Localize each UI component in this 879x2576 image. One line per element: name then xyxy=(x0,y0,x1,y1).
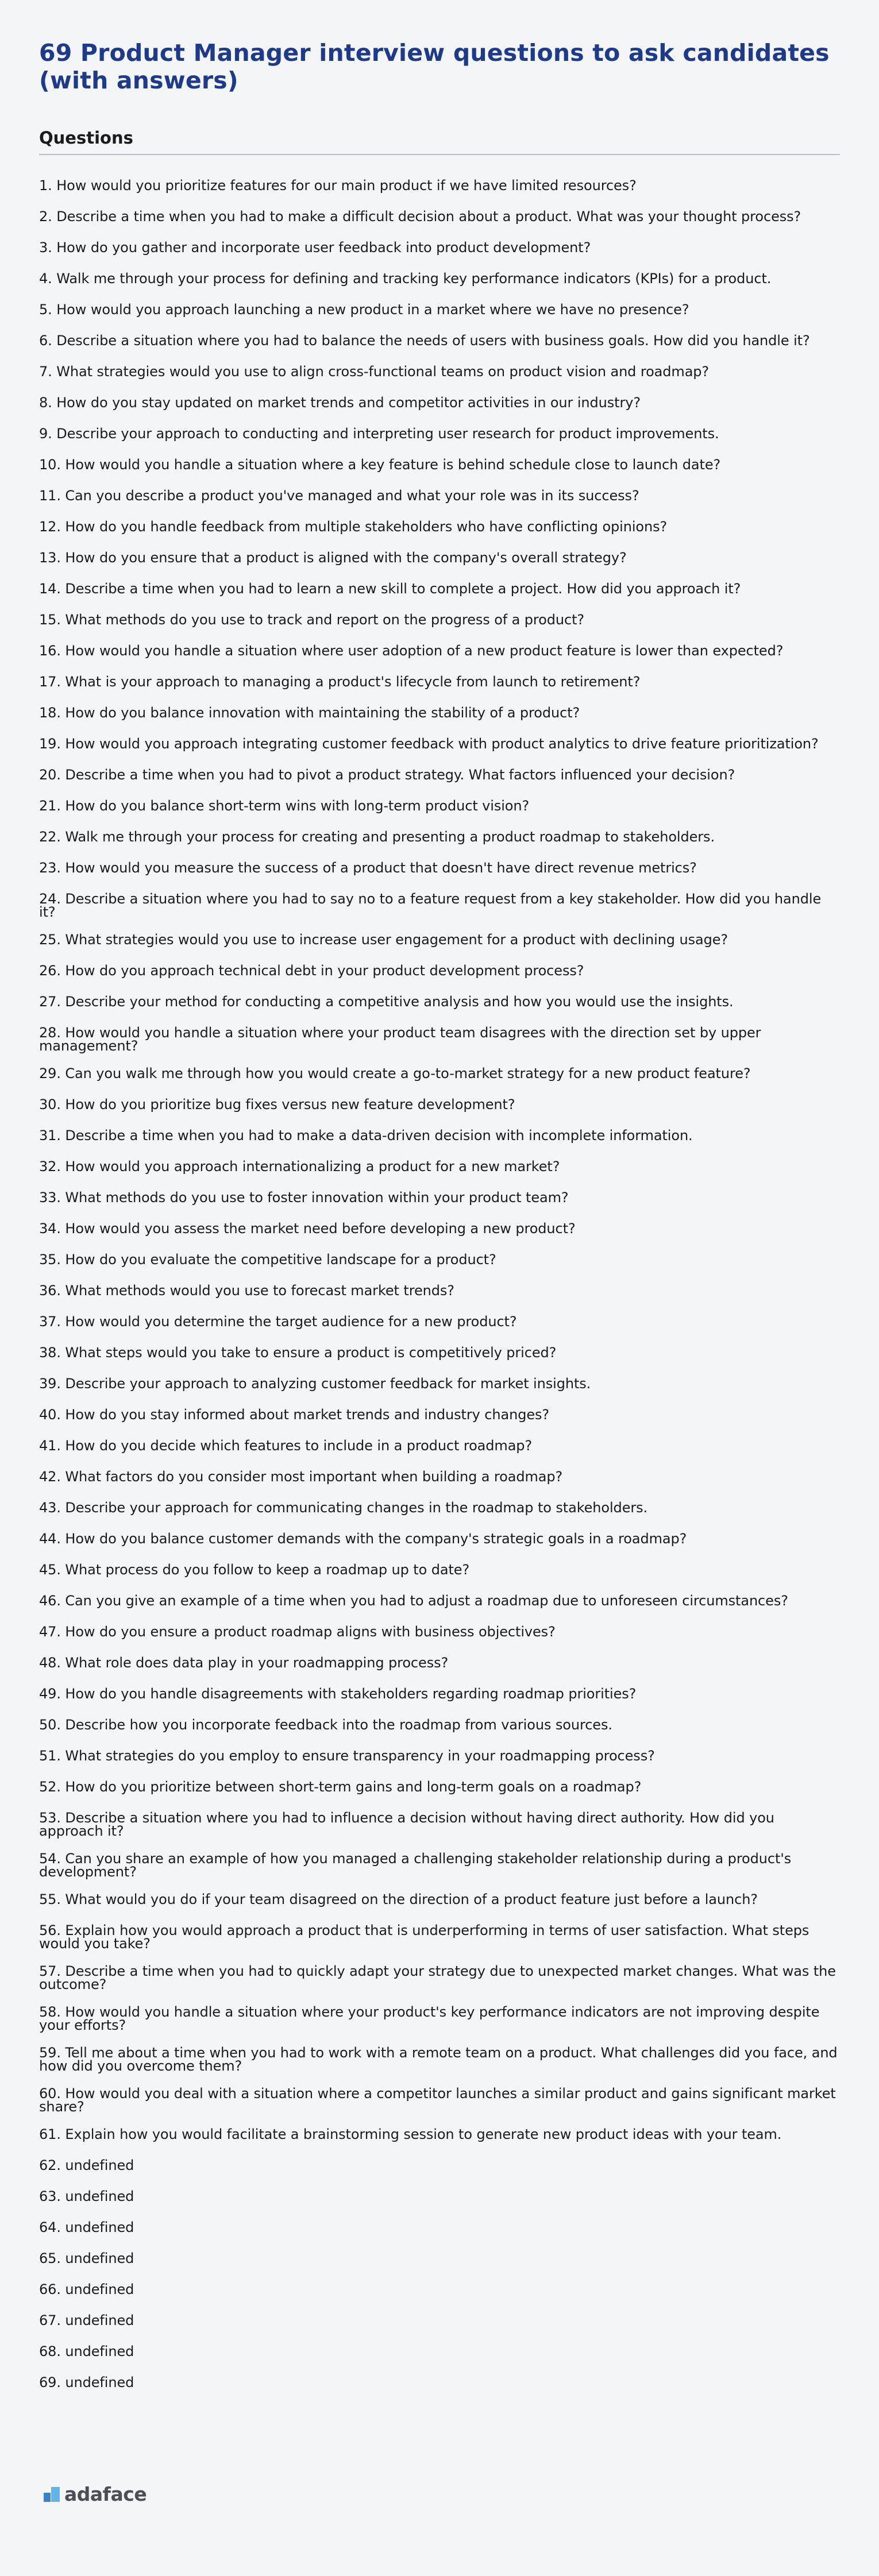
question-item: 34. How would you assess the market need before developing a new product? xyxy=(39,1221,576,1237)
question-item: 45. What process do you follow to keep a roadmap up to date? xyxy=(39,1562,470,1578)
question-item: 68. undefined xyxy=(39,2343,134,2359)
question-item: 39. Describe your approach to analyzing customer feedback for market insights. xyxy=(39,1376,591,1392)
question-item: 54. Can you share an example of how you managed a challenging stakeholder relationship during a product's development? xyxy=(39,1851,792,1880)
question-item: 22. Walk me through your process for creating and presenting a product roadmap to stakeholders. xyxy=(39,829,715,845)
question-item: 15. What methods do you use to track and report on the progress of a product? xyxy=(39,612,585,628)
question-item: 63. undefined xyxy=(39,2188,134,2204)
question-item: 57. Describe a time when you had to quickly adapt your strategy due to unexpected market changes. What was the outcome? xyxy=(39,1963,836,1992)
question-item: 5. How would you approach launching a new product in a market where we have no presence? xyxy=(39,302,689,318)
question-item: 9. Describe your approach to conducting and interpreting user research for product improvements. xyxy=(39,426,719,442)
question-item: 6. Describe a situation where you had to balance the needs of users with business goals. How did you handle it? xyxy=(39,333,810,349)
question-item: 29. Can you walk me through how you would create a go-to-market strategy for a new product feature? xyxy=(39,1065,751,1082)
question-item: 30. How do you prioritize bug fixes versus new feature development? xyxy=(39,1096,515,1113)
question-item: 36. What methods would you use to forecast market trends? xyxy=(39,1283,454,1299)
question-item: 13. How do you ensure that a product is aligned with the company's overall strategy? xyxy=(39,550,627,566)
question-item: 33. What methods do you use to foster innovation within your product team? xyxy=(39,1189,569,1206)
question-item: 38. What steps would you take to ensure a product is competitively priced? xyxy=(39,1345,557,1361)
question-item: 37. How would you determine the target audience for a new product? xyxy=(39,1314,517,1330)
question-item: 32. How would you approach internationalizing a product for a new market? xyxy=(39,1158,560,1175)
question-item: 11. Can you describe a product you've managed and what your role was in its success? xyxy=(39,488,639,504)
question-item: 7. What strategies would you use to align cross-functional teams on product vision and roadmap? xyxy=(39,364,710,380)
question-item: 8. How do you stay updated on market trends and competitor activities in our industry? xyxy=(39,395,641,411)
question-item: 24. Describe a situation where you had to say no to a feature request from a key stakeholder. How did you handle it? xyxy=(39,891,822,920)
question-item: 49. How do you handle disagreements with stakeholders regarding roadmap priorities? xyxy=(39,1686,637,1702)
article xyxy=(39,0,840,2407)
question-item: 62. undefined xyxy=(39,2157,134,2173)
question-item: 43. Describe your approach for communicating changes in the roadmap to stakeholders. xyxy=(39,1500,648,1516)
question-item: 47. How do you ensure a product roadmap aligns with business objectives? xyxy=(39,1624,556,1640)
question-item: 17. What is your approach to managing a product's lifecycle from launch to retirement? xyxy=(39,674,641,690)
question-item: 55. What would you do if your team disagreed on the direction of a product feature just before a launch? xyxy=(39,1891,758,1907)
page-title: 69 Product Manager interview questions to ask candidates (with answers) xyxy=(39,39,830,94)
logo-text: adaface xyxy=(64,2482,147,2505)
adaface-logo-icon xyxy=(44,2486,60,2502)
question-item: 60. How would you deal with a situation where a competitor launches a similar product and gains significant market share? xyxy=(39,2085,836,2115)
question-item: 69. undefined xyxy=(39,2374,134,2390)
question-item: 61. Explain how you would facilitate a brainstorming session to generate new product ideas with your team. xyxy=(39,2126,782,2142)
question-item: 58. How would you handle a situation where your product's key performance indicators are not improving despite your efforts? xyxy=(39,2004,820,2033)
question-item: 40. How do you stay informed about market trends and industry changes? xyxy=(39,1407,550,1423)
footer-logo[interactable] xyxy=(44,2482,146,2505)
question-item: 41. How do you decide which features to include in a product roadmap? xyxy=(39,1438,533,1454)
question-item: 18. How do you balance innovation with maintaining the stability of a product? xyxy=(39,705,580,721)
question-item: 3. How do you gather and incorporate user feedback into product development? xyxy=(39,240,591,256)
question-item: 48. What role does data play in your roadmapping process? xyxy=(39,1655,449,1671)
question-item: 42. What factors do you consider most important when building a roadmap? xyxy=(39,1469,563,1485)
question-item: 46. Can you give an example of a time when you had to adjust a roadmap due to unforeseen circumstances? xyxy=(39,1593,788,1609)
question-item: 67. undefined xyxy=(39,2312,134,2328)
question-item: 31. Describe a time when you had to make a data-driven decision with incomplete information. xyxy=(39,1127,693,1144)
question-item: 26. How do you approach technical debt in your product development process? xyxy=(39,963,584,979)
question-item: 35. How do you evaluate the competitive landscape for a product? xyxy=(39,1252,496,1268)
question-item: 23. How would you measure the success of a product that doesn't have direct revenue metrics? xyxy=(39,860,697,876)
question-item: 1. How would you prioritize features for our main product if we have limited resources? xyxy=(39,177,637,194)
question-item: 56. Explain how you would approach a product that is underperforming in terms of user satisfaction. What steps would you take? xyxy=(39,1922,809,1952)
question-item: 19. How would you approach integrating customer feedback with product analytics to drive feature prioritization? xyxy=(39,736,819,752)
question-item: 2. Describe a time when you had to make a difficult decision about a product. What was your thought process? xyxy=(39,208,801,225)
question-item: 53. Describe a situation where you had to influence a decision without having direct authority. How did you approach it? xyxy=(39,1810,774,1839)
question-item: 50. Describe how you incorporate feedback into the roadmap from various sources. xyxy=(39,1717,612,1733)
question-item: 65. undefined xyxy=(39,2250,134,2266)
question-item: 51. What strategies do you employ to ensure transparency in your roadmapping process? xyxy=(39,1748,655,1764)
question-list xyxy=(39,155,840,2393)
question-item: 4. Walk me through your process for defining and tracking key performance indicators (KPIs) for a product. xyxy=(39,271,772,287)
question-item: 44. How do you balance customer demands with the company's strategic goals in a roadmap? xyxy=(39,1531,687,1547)
question-item: 10. How would you handle a situation where a key feature is behind schedule close to launch date? xyxy=(39,457,721,473)
question-item: 28. How would you handle a situation where your product team disagrees with the direction set by upper management? xyxy=(39,1025,761,1054)
section-heading-questions: Questions xyxy=(39,128,133,148)
question-item: 25. What strategies would you use to increase user engagement for a product with declining usage? xyxy=(39,932,728,948)
question-item: 27. Describe your method for conducting a competitive analysis and how you would use the insights. xyxy=(39,994,734,1010)
question-item: 64. undefined xyxy=(39,2219,134,2235)
question-item: 14. Describe a time when you had to learn a new skill to complete a project. How did you approach it? xyxy=(39,581,741,597)
question-item: 20. Describe a time when you had to pivot a product strategy. What factors influenced your decision? xyxy=(39,767,735,783)
question-item: 12. How do you handle feedback from multiple stakeholders who have conflicting opinions? xyxy=(39,519,668,535)
question-item: 16. How would you handle a situation where user adoption of a new product feature is lower than expected? xyxy=(39,643,784,659)
question-item: 21. How do you balance short-term wins with long-term product vision? xyxy=(39,798,530,814)
question-item: 59. Tell me about a time when you had to work with a remote team on a product. What challenges did you face, and how did you overcome them? xyxy=(39,2045,838,2074)
question-item: 66. undefined xyxy=(39,2281,134,2297)
question-item: 52. How do you prioritize between short-term gains and long-term goals on a roadmap? xyxy=(39,1779,642,1795)
